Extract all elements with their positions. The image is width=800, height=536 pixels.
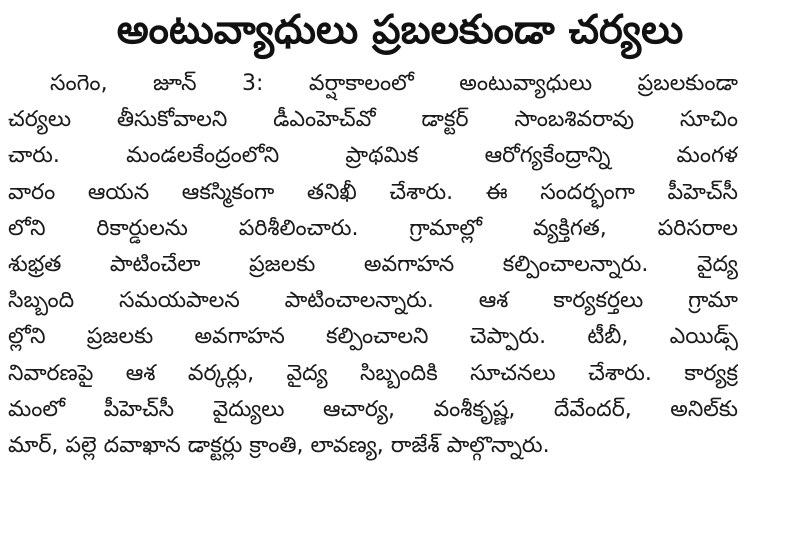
article-line: నివారణపై ఆశ వర్కర్లు, వైద్య సిబ్బందికి సూచనలు చేశారు. కార్యక్ర	[8, 360, 738, 386]
article-line: చర్యలు తీసుకోవాలని డీఎంహెచ్‌వో డాక్టర్ సాంబశివరావు సూచిం	[8, 107, 738, 133]
article-line: వారం ఆయన ఆకస్మికంగా తనిఖీ చేశారు. ఈ సందర్భంగా పీహెచ్‌సీ	[8, 179, 738, 205]
article-line: సంగెం, జూన్ 3: వర్షాకాలంలో అంటువ్యాధులు ప్రబలకుండా	[50, 71, 738, 96]
article-line: ల్లోని ప్రజలకు అవగాహన కల్పించాలని చెప్పారు. టీబీ, ఎయిడ్స్	[8, 324, 738, 350]
article-line: శుభ్రత పాటించేలా ప్రజలకు అవగాహన కల్పించాలన్నారు. వైద్య	[8, 251, 738, 277]
headline: అంటువ్యాధులు ప్రబలకుండా చర్యలు	[116, 7, 684, 53]
article-line: మంలో పీహెచ్‌సీ వైద్యులు ఆచార్య, వంశీకృష్ణ, దేవేందర్, అనిల్‌కు	[8, 396, 738, 422]
article-line: సిబ్బంది సమయపాలన పాటించాలన్నారు. ఆశ కార్యకర్తలు గ్రామా	[8, 288, 738, 314]
article-line: లోని రికార్డులను పరిశీలించారు. గ్రామాల్లో వ్యక్తిగత, పరిసరాల	[8, 215, 738, 241]
article-body	[8, 66, 738, 464]
article-line: మార్, పల్లె దవాఖాన డాక్టర్లు క్రాంతి, లావణ్య, రాజేశ్ పాల్గొన్నారు.	[8, 432, 550, 458]
article-line: చారు. మండలకేంద్రంలోని ప్రాథమిక ఆరోగ్యకేంద్రాన్ని మంగళ	[8, 143, 738, 169]
